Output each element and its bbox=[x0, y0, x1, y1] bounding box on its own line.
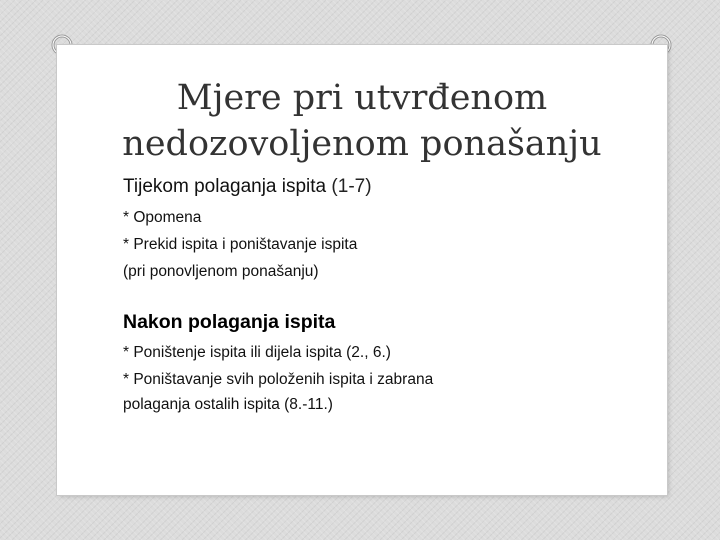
title-line-1: Mjere pri utvrđenom bbox=[176, 78, 548, 118]
list-item: * Prekid ispita i poništavanje ispita bbox=[123, 236, 358, 253]
section-heading-text: Tijekom polaganja ispita bbox=[123, 176, 327, 197]
list-item: (pri ponovljenom ponašanju) bbox=[123, 263, 319, 280]
section-heading bbox=[123, 175, 643, 199]
slide bbox=[57, 45, 667, 495]
list-item: polaganja ostalih ispita (8.-11.) bbox=[123, 396, 333, 413]
slide-body bbox=[123, 175, 643, 416]
list-item: * Poništavanje svih položenih ispita i zabrana bbox=[123, 371, 434, 388]
section-heading: Nakon polaganja ispita bbox=[123, 311, 336, 333]
slide-title bbox=[57, 75, 667, 167]
section-heading-note: (1-7) bbox=[331, 176, 372, 197]
list-item: * Opomena bbox=[123, 209, 202, 226]
list-item: * Poništenje ispita ili dijela ispita (2., 6.) bbox=[123, 344, 391, 361]
title-line-2: nedozovoljenom ponašanju bbox=[122, 124, 602, 164]
section-after-exam bbox=[123, 310, 643, 416]
section-during-exam bbox=[123, 175, 643, 285]
